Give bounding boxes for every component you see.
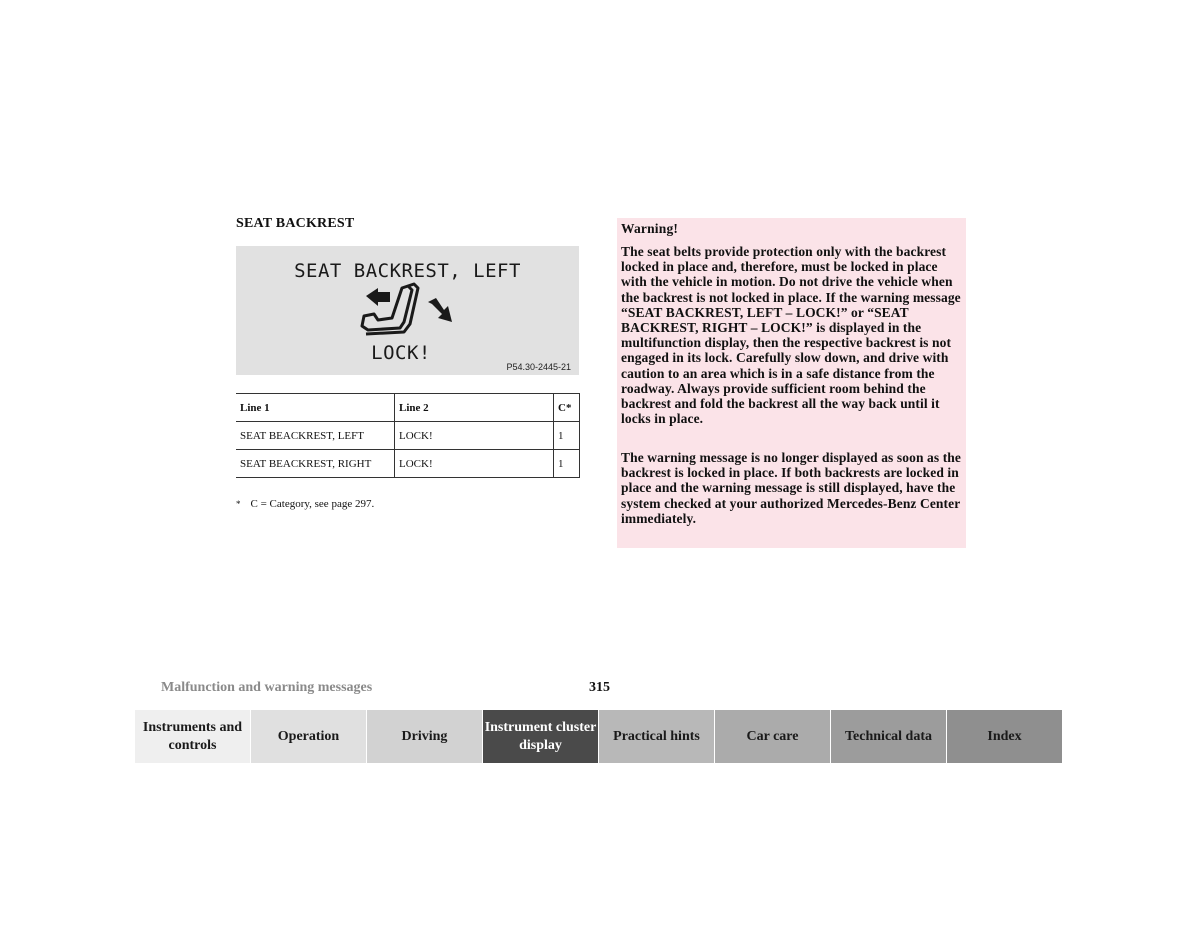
section-title: SEAT BACKREST <box>236 216 355 231</box>
footnote <box>236 498 374 510</box>
warning-box <box>617 218 966 548</box>
tab-index[interactable]: Index <box>947 710 1063 763</box>
warning-paragraph-2: The warning message is no longer displayed as soon as the backrest is locked in place. If both backrests are locked in place and the warning message is still displayed, have the system checked at your authorized Mercedes-Benz Center immediately. <box>621 450 961 526</box>
header-line1: Line 1 <box>236 394 395 422</box>
tab-driving[interactable]: Driving <box>367 710 483 763</box>
tab-instrument-cluster-display[interactable]: Instrument cluster display <box>483 710 599 763</box>
chapter-nav <box>135 710 1065 763</box>
cell-line1: SEAT BEACKREST, RIGHT <box>236 450 395 478</box>
footer-section-name: Malfunction and warning messages <box>161 680 373 695</box>
footnote-text: C = Category, see page 297. <box>250 498 375 510</box>
warning-title: Warning! <box>621 221 679 236</box>
cell-category: 1 <box>554 450 580 478</box>
table-row <box>236 422 580 450</box>
header-category: C* <box>554 394 580 422</box>
display-line-2: LOCK! <box>371 342 431 364</box>
warning-paragraph-1: The seat belts provide protection only with the backrest locked in place and, therefore, must be locked in place with the vehicle in motion. Do not drive the vehicle when the backrest is not locked in place. If the warning message “SEAT BACKREST, LEFT – LOCK!” or “SEAT BACKREST, RIGHT – LOCK!” is displayed in the multifunction display, then the respective backrest is not engaged in its lock. Carefully slow down, and drive with caution to an area which is in a safe distance from the roadway. Always provide sufficient room behind the backrest and fold the backrest all the way back until it locks in place. <box>621 244 961 427</box>
cell-line1: SEAT BEACKREST, LEFT <box>236 422 395 450</box>
page-number: 315 <box>589 680 610 695</box>
figure-code: P54.30-2445-21 <box>506 362 571 372</box>
multifunction-display-illustration <box>236 246 579 375</box>
header-line2: Line 2 <box>395 394 554 422</box>
table-row <box>236 450 580 478</box>
seat-backrest-arrows-icon <box>356 282 456 347</box>
tab-operation[interactable]: Operation <box>251 710 367 763</box>
tab-technical-data[interactable]: Technical data <box>831 710 947 763</box>
footnote-marker: * <box>236 499 241 509</box>
table-header-row <box>236 394 580 422</box>
cell-line2: LOCK! <box>395 450 554 478</box>
tab-practical-hints[interactable]: Practical hints <box>599 710 715 763</box>
display-line-1: SEAT BACKREST, LEFT <box>294 260 521 282</box>
cell-line2: LOCK! <box>395 422 554 450</box>
cell-category: 1 <box>554 422 580 450</box>
tab-car-care[interactable]: Car care <box>715 710 831 763</box>
messages-table <box>236 393 580 478</box>
tab-instruments-and-controls[interactable]: Instruments and controls <box>135 710 251 763</box>
